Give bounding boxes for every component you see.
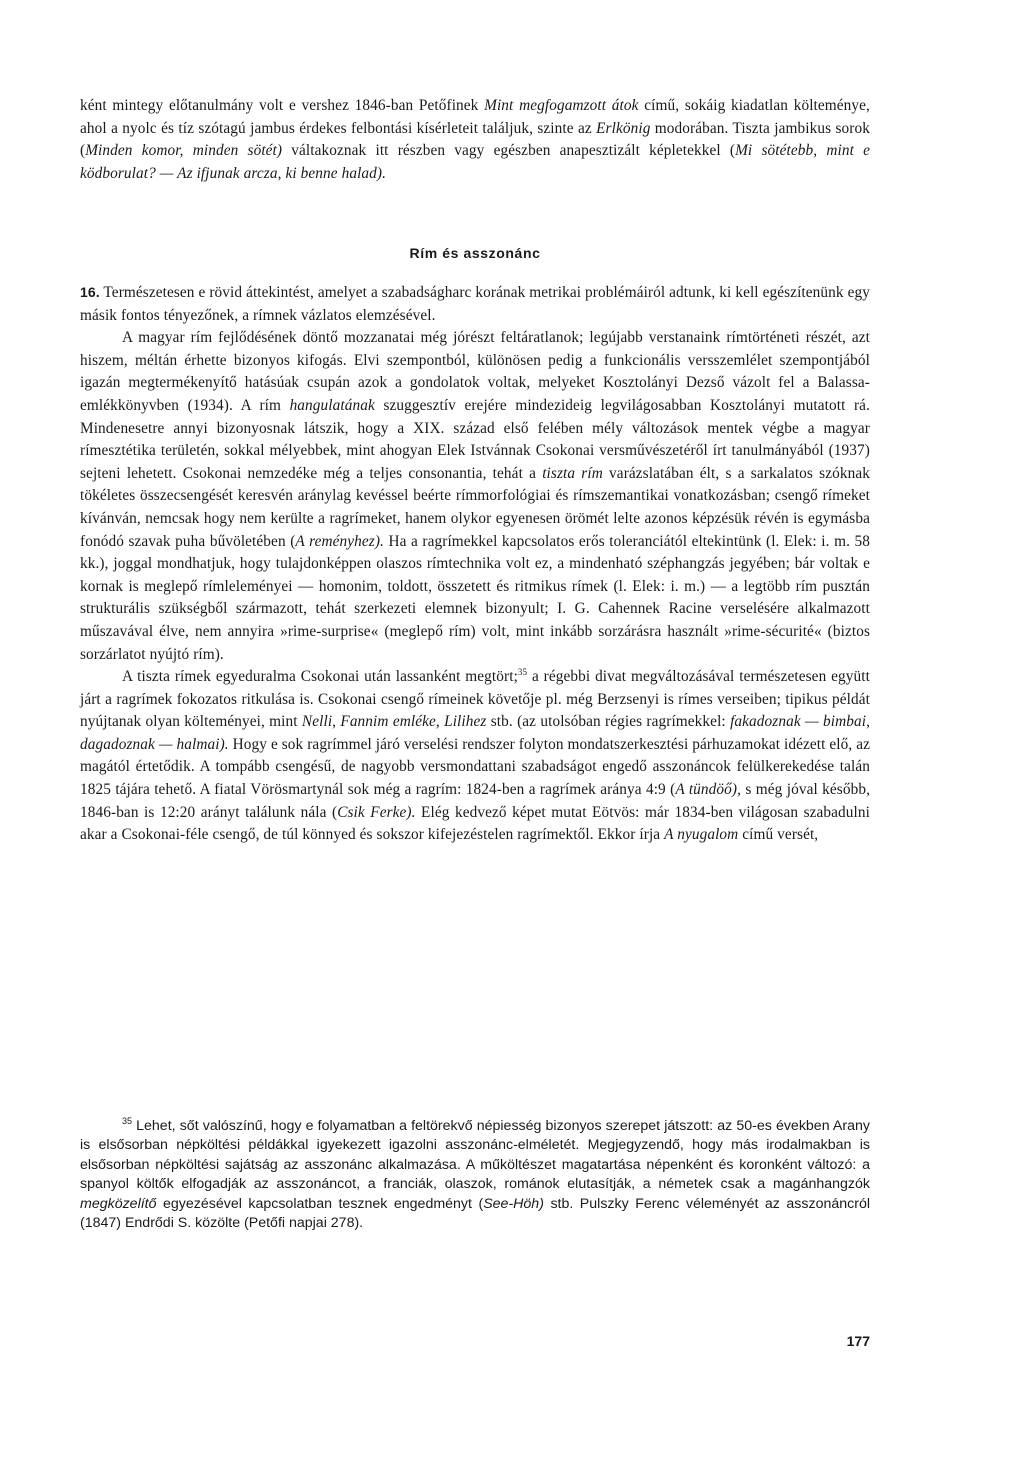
page-number: 177 bbox=[846, 1333, 870, 1349]
text-run: modorában. Tiszta jambikus sorok ( bbox=[80, 119, 870, 160]
text-run: Természetesen e rövid áttekintést, amelyet a szabadságharc korának metrikai problémáiról adtunk, ki kell egészítenünk egy másik fontos tényezőnek, a rímnek vázlatos elemzésével. bbox=[80, 284, 870, 324]
text-run: varázslatában élt, s a sarkalatos szóknak tökéletes összecsengését keresvén aránylag kevéssel beérte rímmorfológiai és rímszemantikai vonatkozásban; csengő rímeket kívánván, nemcsak hogy nem kerülte a ragrímeket, hanem olykor egyenesen örömét lelte azonos képzésük révén is egymásba fonódó szavak puha bűvöletében ( bbox=[80, 464, 870, 550]
footnote-number: 35 bbox=[122, 1116, 133, 1126]
text-run: a régebbi divat megváltozásával természetesen együtt járt a ragrímek fokozatos ritkulása is. Csokonai csengő rímeinek követője pl. még Berzsenyi is rímes verseiben; tipikus példát nyújtanak olyan költeményei, mint bbox=[80, 668, 870, 731]
paragraph-tiszta-rimek bbox=[80, 666, 870, 847]
section-title: Rím és asszonánc bbox=[409, 245, 541, 261]
italic-quote: Mi sötétebb, mint e ködborulat? — Az ifjunak arcza, ki benne halad). bbox=[80, 142, 870, 182]
italic-quote: See-Höh) bbox=[483, 1195, 544, 1212]
italic-title: A reményhez). bbox=[295, 532, 384, 550]
italic-title: Nelli, Fannim emléke, Lilihez bbox=[301, 713, 487, 731]
text-run: című versét, bbox=[738, 826, 819, 844]
text-run: Ha a ragrímekkel kapcsolatos erős toleranciától eltekintünk (l. Elek: i. m. 58 kk.), joggal mondhatjuk, hogy tulajdonképpen olaszos rímtechnika volt ez, a mindenható széphangzás jegyében; bár voltak e kornak is meglepő rímleleményei — homonim, toldott, összetett és ritmikus rímek (l. Elek: i. m.) — a legtöbb rím pusztán strukturális szükségből származott, tehát szerkezeti elemnek bizonyult; I. G. Cahennek Racine verselésére alkalmazott műszavával élve, nem annyira »rime-surprise« (meglepő rím) volt, mint inkább sorzárásra használt »rime-sécurité« (biztos sorzárlatot nyújtó rím). bbox=[80, 532, 871, 663]
footnote-35 bbox=[80, 1117, 870, 1233]
paragraph-magyar-rim bbox=[80, 327, 870, 666]
text-run: egyezésével kapcsolatban tesznek engedményt ( bbox=[156, 1195, 484, 1212]
italic-quote: fakadoznak — bimbai, dagadoznak — halmai). bbox=[80, 713, 871, 753]
text-run: Elég kedvező képet mutat Eötvös: már 1834-ben világosan szabadulni akar a Csokonai-féle csengő, de túl könnyed és sokszor kifejezéstelen ragrímektől. Ekkor írja bbox=[80, 803, 870, 844]
body-text bbox=[80, 281, 870, 847]
text-run: szuggesztív erejére mindezideig legvilágosabban Kosztolányi mutatott rá. Mindenesetre annyi bizonyosnak látszik, hogy a XIX. század első felében mély változások mentek végbe a magyar rímesztétika területén, sokkal mélyebbek, mint ahogyan Elek Istvánnak Csokonai versművészetéről írt tanulmányából (1937) sejteni lehetett. Csokonai nemzedéke még a teljes consonantia, tehát a bbox=[80, 396, 870, 482]
italic-title: Erlkönig bbox=[596, 119, 651, 137]
italic-title: Mint megfogamzott átok bbox=[484, 97, 639, 114]
italic-title: A nyugalom bbox=[664, 826, 739, 844]
italic-title: Csik Ferke). bbox=[337, 803, 416, 821]
text-run: váltakoznak itt részben vagy egészben anapesztizált képletekkel ( bbox=[282, 142, 736, 160]
intro-paragraph bbox=[80, 95, 870, 185]
text-run: Lehet, sőt valószínű, hogy e folyamatban a feltörekvő népiesség bizonyos szerepet játszott: az 50-es években Arany is elsősorban népköltési példákkal igyekezett igazolni asszonánc-elméletét. Megjegyzendő, hogy más irodalmakban is elsősorban népköltési sajátság az asszonánc alkalmazása. A műköltészet magatartása népenként és koronként változó: a spanyol költők elfogadják az asszonáncot, a franciák, olaszok, románok elutasítják, a németek csak a magánhangzók bbox=[80, 1118, 870, 1193]
text-run: A tiszta rímek egyeduralma Csokonai után lassanként megtört; bbox=[122, 668, 518, 686]
italic-term: hangulatának bbox=[289, 396, 375, 414]
text-run: stb. (az utolsóban régies ragrímekkel: bbox=[486, 713, 731, 731]
paragraph-number: 16. bbox=[80, 284, 100, 300]
italic-term: tiszta rím bbox=[542, 464, 603, 482]
text-run: ként mintegy előtanulmány volt e vershez 1846-ban Petőfinek bbox=[80, 97, 485, 114]
text-run: stb. Pulszky Ferenc véleményét az asszonáncról (1847) Endrődi S. közölte (Petőfi napjai 278). bbox=[80, 1195, 870, 1232]
text-run: Hogy e sok ragrímmel járó verselési rendszer folyton mondatszerkesztési párhuzamokat idézett elő, az magától értetődik. A tompább csengésű, de nagyobb versmondattani szabadságot engedő asszonáncok felülkerekedése talán 1825 tájára tehető. A fiatal Vörösmartynál sok még a ragrím: 1824-ben a ragrímek aránya 4:9 ( bbox=[80, 735, 870, 799]
footnote-ref: 35 bbox=[517, 667, 528, 678]
italic-quote: Minden komor, minden sötét) bbox=[85, 142, 283, 160]
text-run: A magyar rím fejlődésének döntő mozzanatai még jórészt feltáratlanok; legújabb verstanaink rímtörténeti részét, azt hiszem, méltán érhette bizonyos kifogás. Elvi szempontból, különösen pedig a funkcionális versszemlélet szempontjából igazán megtermékenyítő hatásúak csupán azok a gondolatok voltak, melyeket Kosztolányi Dezső vázolt fel a Balassa-emlékkönyvben (1934). A rím bbox=[80, 329, 870, 414]
text-run: s még jóval később, 1846-ban is 12:20 arányt találunk nála ( bbox=[80, 781, 870, 821]
italic-term: megközelítő bbox=[80, 1195, 157, 1212]
text-run: című, sokáig kiadatlan költeménye, ahol a nyolc és tíz szótagú jambus érdekes felbontási kísérleteit találjuk, szinte az bbox=[80, 97, 870, 137]
paragraph-16 bbox=[80, 281, 870, 327]
italic-title: A tündöő), bbox=[675, 781, 742, 799]
